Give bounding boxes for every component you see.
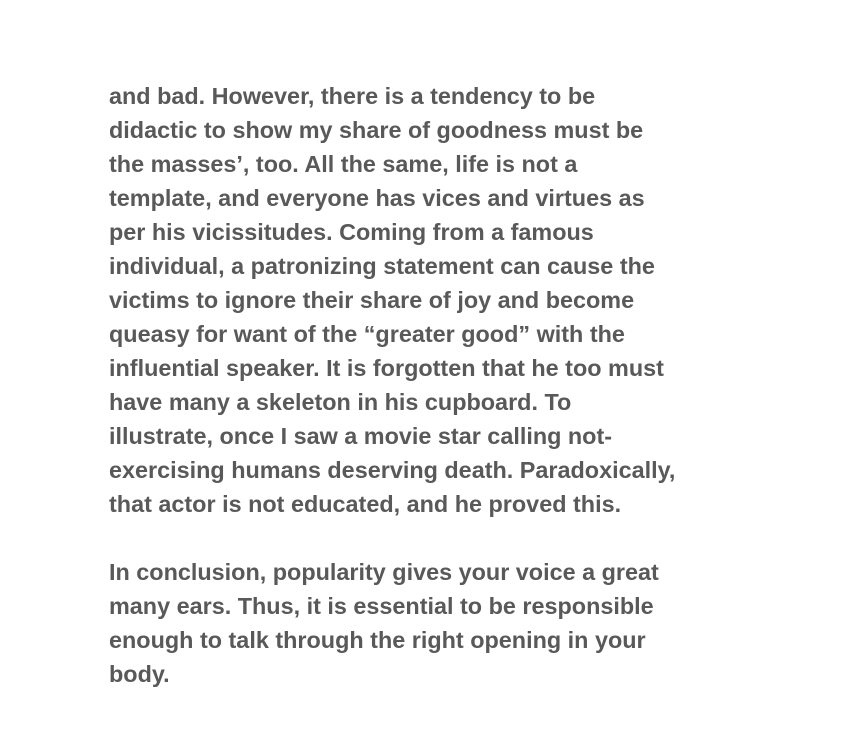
text-line: In conclusion, popularity gives your voice a great <box>109 559 659 585</box>
text-line: many ears. Thus, it is essential to be responsible <box>109 593 654 619</box>
text-line: individual, a patronizing statement can cause the <box>109 253 655 279</box>
text-line: influential speaker. It is forgotten that he too must <box>109 355 664 381</box>
text-line: didactic to show my share of goodness must be <box>109 117 644 143</box>
text-line: have many a skeleton in his cupboard. To <box>109 389 572 415</box>
text-line: illustrate, once I saw a movie star calling not- <box>109 423 613 449</box>
text-line: enough to talk through the right opening in your <box>109 627 646 653</box>
text-line: template, and everyone has vices and virtues as <box>109 185 645 211</box>
text-line: per his vicissitudes. Coming from a famous <box>109 219 594 245</box>
text-line: queasy for want of the “greater good” with the <box>109 321 625 347</box>
text-line: that actor is not educated, and he proved this. <box>109 491 622 517</box>
text-line: and bad. However, there is a tendency to be <box>109 83 596 109</box>
text-line: exercising humans deserving death. Paradoxically, <box>109 457 676 483</box>
text-line: body. <box>109 661 170 687</box>
text-line: victims to ignore their share of joy and become <box>109 287 635 313</box>
text-line: the masses’, too. All the same, life is not a <box>109 151 578 177</box>
